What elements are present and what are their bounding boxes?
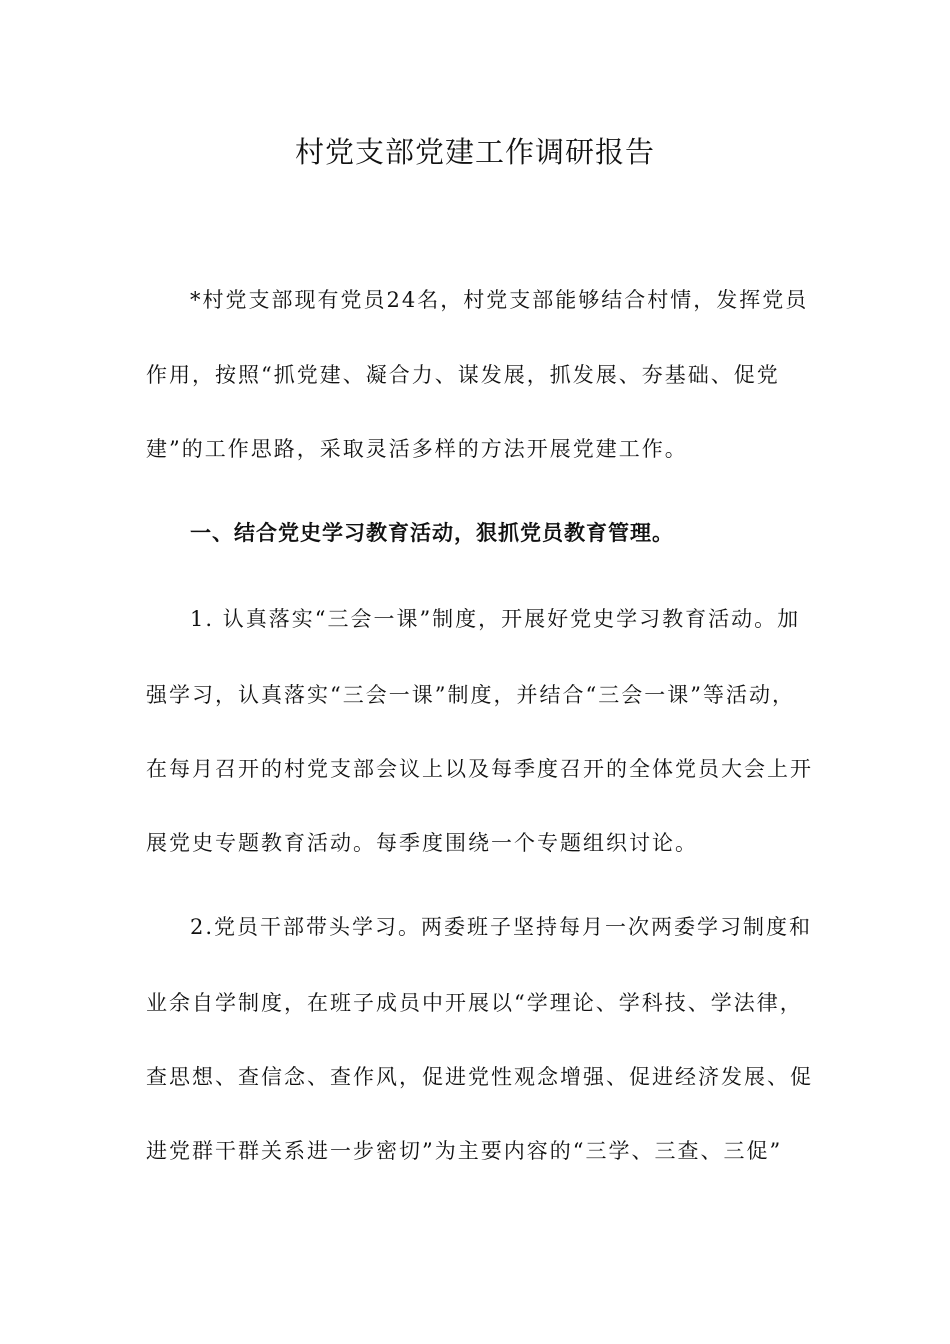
item1-line-2: 强学习，认真落实“三会一课”制度，并结合“三会一课”等活动， <box>146 683 795 707</box>
item1-line-1: 1. 认真落实“三会一课”制度，开展好党史学习教育活动。加 <box>190 607 801 631</box>
item2-line-4: 进党群干群关系进一步密切”为主要内容的“三学、三查、三促” <box>146 1139 783 1163</box>
item2-line-1: 2.党员干部带头学习。两委班子坚持每月一次两委学习制度和 <box>190 915 813 939</box>
item1-line-4: 展党史专题教育活动。每季度围绕一个专题组织讨论。 <box>146 831 698 855</box>
document-title: 村党支部党建工作调研报告 <box>294 135 655 169</box>
item1-line-3: 在每月召开的村党支部会议上以及每季度召开的全体党员大会上开 <box>146 757 813 781</box>
item2-line-3: 查思想、查信念、查作风，促进党性观念增强、促进经济发展、促 <box>146 1065 813 1089</box>
intro-line-3: 建”的工作思路，采取灵活多样的方法开展党建工作。 <box>146 437 688 461</box>
item2-line-2: 业余自学制度，在班子成员中开展以“学理论、学科技、学法律， <box>146 991 803 1015</box>
section-heading: 一、结合党史学习教育活动，狠抓党员教育管理。 <box>190 521 674 545</box>
intro-line-1: *村党支部现有党员24名，村党支部能够结合村情，发挥党员 <box>190 288 809 312</box>
intro-line-2: 作用，按照“抓党建、凝合力、谋发展，抓发展、夯基础、促党 <box>146 363 780 387</box>
